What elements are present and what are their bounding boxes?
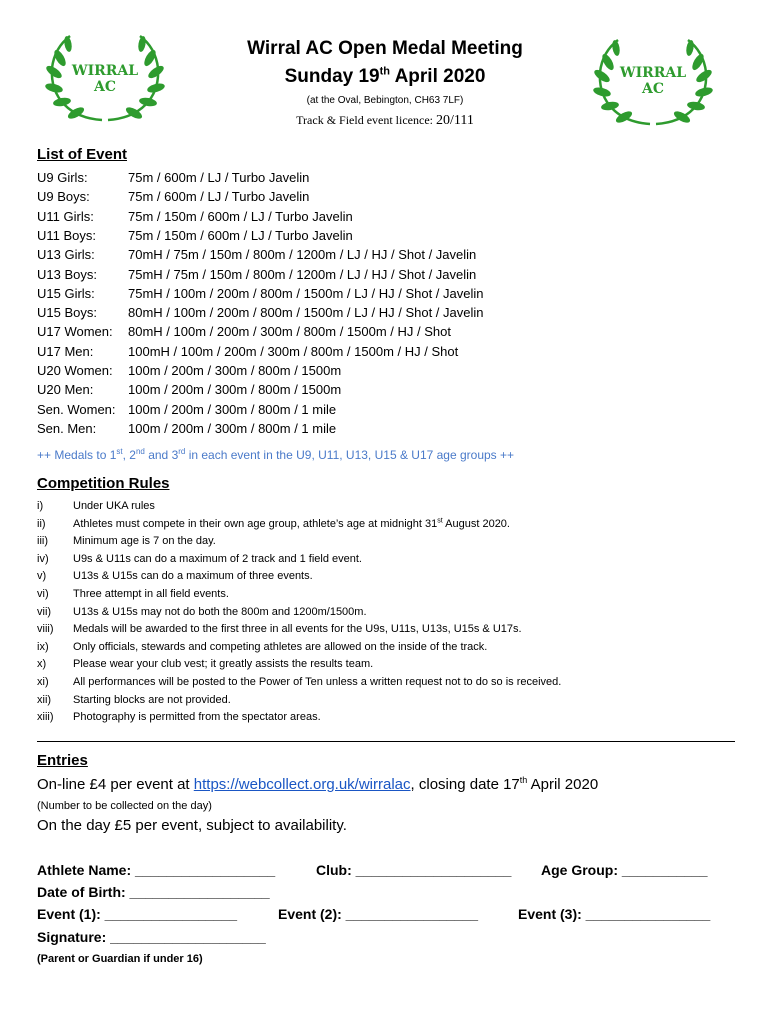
rule-number: xii) <box>37 693 52 706</box>
rule-number: ii) <box>37 517 46 530</box>
event-disciplines: 100mH / 100m / 200m / 300m / 800m / 1500m / HJ / Shot <box>128 343 459 359</box>
event-licence: Track & Field event licence: 20/111 <box>296 113 474 128</box>
event-disciplines: 80mH / 100m / 200m / 300m / 800m / 1500m / HJ / Shot <box>128 324 451 340</box>
rule-text: Minimum age is 7 on the day. <box>73 535 216 548</box>
rule-number: vii) <box>37 605 52 618</box>
event-age-group: Sen. Women: <box>37 401 116 417</box>
logo-text-wirral: WIRRAL <box>619 65 687 81</box>
event-age-group: U9 Boys: <box>37 189 90 205</box>
rule-text: Medals will be awarded to the first three in all events for the U9s, U11s, U13s, U15s & U17s. <box>73 623 522 636</box>
rule-number: ix) <box>37 640 49 653</box>
logo-text-ac: AC <box>641 81 665 97</box>
event-age-group: U13 Girls: <box>37 247 95 263</box>
events-heading: List of Event <box>37 146 128 163</box>
event-age-group: U17 Women: <box>37 324 113 340</box>
date-of-birth-field[interactable]: Date of Birth: __________________ <box>37 884 270 900</box>
event-disciplines: 75mH / 100m / 200m / 800m / 1500m / LJ / HJ / Shot / Javelin <box>128 285 484 301</box>
event-disciplines: 75m / 150m / 600m / LJ / Turbo Javelin <box>128 208 353 224</box>
event-disciplines: 75m / 150m / 600m / LJ / Turbo Javelin <box>128 227 353 243</box>
parent-guardian-note: (Parent or Guardian if under 16) <box>37 953 203 965</box>
rule-text: U9s & U11s can do a maximum of 2 track and 1 field event. <box>73 552 362 565</box>
section-divider <box>37 741 735 742</box>
rule-text: Athletes must compete in their own age group, athlete’s age at midnight 31st August 2020. <box>73 516 510 530</box>
webcollect-link[interactable]: https://webcollect.org.uk/wirralac <box>193 776 411 793</box>
club-field[interactable]: Club: ____________________ <box>316 862 512 878</box>
page-title: Wirral AC Open Medal Meeting <box>247 38 523 59</box>
rule-number: iii) <box>37 535 48 548</box>
rule-text: U13s & U15s can do a maximum of three events. <box>73 570 313 583</box>
event-age-group: U11 Girls: <box>37 208 94 224</box>
rules-heading: Competition Rules <box>37 475 170 492</box>
event-disciplines: 75m / 600m / LJ / Turbo Javelin <box>128 189 310 205</box>
event-age-group: U9 Girls: <box>37 170 88 185</box>
rule-text: Starting blocks are not provided. <box>73 693 231 706</box>
online-entry-line: On-line £4 per event at https://webcollect.org.uk/wirralac, closing date 17th April 2020 <box>37 775 599 793</box>
rule-text: All performances will be posted to the Power of Ten unless a written request not to do so is received. <box>73 676 562 688</box>
event-age-group: U15 Boys: <box>37 305 97 321</box>
venue-address: (at the Oval, Bebington, CH63 7LF) <box>306 95 464 106</box>
entries-heading: Entries <box>37 752 88 769</box>
on-day-entry: On the day £5 per event, subject to availability. <box>37 817 347 834</box>
rule-number: iv) <box>37 552 49 565</box>
event-age-group: Sen. Men: <box>37 420 97 436</box>
rule-number: vi) <box>37 588 49 600</box>
rule-number: xiii) <box>37 711 54 724</box>
event-age-group: U15 Girls: <box>37 285 95 301</box>
event-2-field[interactable]: Event (2): _________________ <box>278 906 479 922</box>
signature-field[interactable]: Signature: ____________________ <box>37 929 266 945</box>
logo-text-ac: AC <box>93 79 117 95</box>
rule-text: Only officials, stewards and competing athletes are allowed on the inside of the track. <box>73 640 488 653</box>
event-age-group: U13 Boys: <box>37 266 97 282</box>
collect-note: (Number to be collected on the day) <box>37 800 212 812</box>
rule-text: Under UKA rules <box>73 500 155 512</box>
rule-number: xi) <box>37 676 49 688</box>
logo-text-wirral: WIRRAL <box>71 63 139 79</box>
rule-text: Photography is permitted from the spectator areas. <box>73 711 321 724</box>
rule-number: i) <box>37 500 44 512</box>
rule-text: Please wear your club vest; it greatly assists the results team. <box>73 658 374 671</box>
rule-number: viii) <box>37 623 54 636</box>
event-3-field[interactable]: Event (3): ________________ <box>518 906 711 922</box>
rule-text: U13s & U15s may not do both the 800m and 1200m/1500m. <box>73 605 367 618</box>
event-age-group: U11 Boys: <box>37 227 97 243</box>
event-age-group: U20 Women: <box>37 363 113 378</box>
age-group-field[interactable]: Age Group: ___________ <box>541 862 708 878</box>
event-disciplines: 75m / 600m / LJ / Turbo Javelin <box>128 170 310 185</box>
event-1-field[interactable]: Event (1): _________________ <box>37 906 238 922</box>
event-date: Sunday 19th April 2020 <box>284 65 486 87</box>
rule-number: v) <box>37 570 47 583</box>
event-age-group: U20 Men: <box>37 382 94 398</box>
event-disciplines: 75mH / 75m / 150m / 800m / 1200m / LJ / HJ / Shot / Javelin <box>128 266 477 282</box>
event-age-group: U17 Men: <box>37 343 94 359</box>
event-disciplines: 70mH / 75m / 150m / 800m / 1200m / LJ / HJ / Shot / Javelin <box>128 247 477 263</box>
event-disciplines: 80mH / 100m / 200m / 800m / 1500m / LJ / HJ / Shot / Javelin <box>128 305 484 321</box>
rule-text: Three attempt in all field events. <box>73 588 229 600</box>
event-disciplines: 100m / 200m / 300m / 800m / 1500m <box>128 382 342 398</box>
event-disciplines: 100m / 200m / 300m / 800m / 1 mile <box>128 401 337 417</box>
athlete-name-field[interactable]: Athlete Name: __________________ <box>37 862 276 878</box>
event-disciplines: 100m / 200m / 300m / 800m / 1 mile <box>128 420 337 436</box>
medals-note: ++ Medals to 1st, 2nd and 3rd in each event in the U9, U11, U13, U15 & U17 age groups ++ <box>37 447 515 462</box>
rule-number: x) <box>37 658 47 671</box>
event-disciplines: 100m / 200m / 300m / 800m / 1500m <box>128 363 342 378</box>
